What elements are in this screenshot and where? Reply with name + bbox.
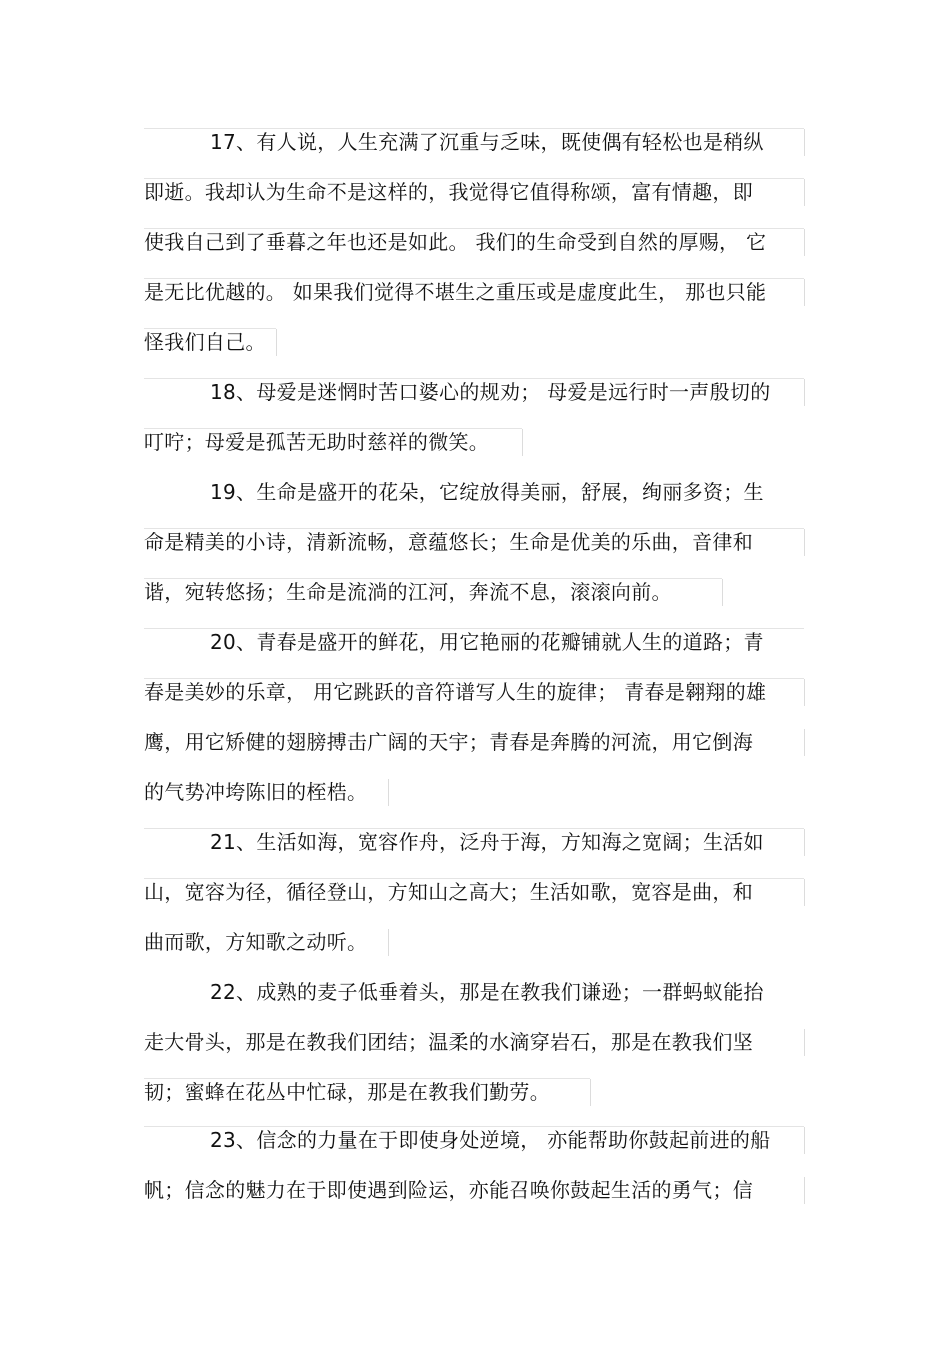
paragraph-23-line-2: 帆；信念的魅力在于即使遇到险运，亦能召唤你鼓起生活的勇气；信 bbox=[144, 1178, 753, 1202]
line-end-mark bbox=[722, 579, 723, 606]
line-end-mark bbox=[804, 1127, 805, 1154]
paragraph-19-line-1: 19、生命是盛开的花朵，它绽放得美丽，舒展，绚丽多资；生 bbox=[210, 480, 764, 504]
line-end-mark bbox=[804, 1177, 805, 1204]
paragraph-20-line-1: 20、青春是盛开的鲜花，用它艳丽的花瓣铺就人生的道路；青 bbox=[210, 630, 764, 654]
paragraph-21-line-2: 山，宽容为径，循径登山，方知山之高大；生活如歌，宽容是曲，和 bbox=[144, 880, 753, 904]
paragraph-23-line-1: 23、信念的力量在于即使身处逆境， 亦能帮助你鼓起前进的船 bbox=[210, 1128, 771, 1152]
paragraph-18-line-2: 叮咛；母爱是孤苦无助时慈祥的微笑。 bbox=[144, 430, 490, 454]
line-end-mark bbox=[804, 129, 805, 156]
line-end-mark bbox=[804, 279, 805, 306]
paragraph-20-line-3: 鹰，用它矫健的翅膀搏击广阔的天宇；青春是奔腾的河流，用它倒海 bbox=[144, 730, 753, 754]
line-end-mark bbox=[388, 779, 389, 806]
paragraph-17-line-5: 怪我们自己。 bbox=[144, 330, 266, 354]
paragraph-22-line-2: 走大骨头，那是在教我们团结；温柔的水滴穿岩石，那是在教我们坚 bbox=[144, 1030, 753, 1054]
paragraph-19-line-2: 命是精美的小诗，清新流畅，意蕴悠长；生命是优美的乐曲，音律和 bbox=[144, 530, 753, 554]
line-end-mark bbox=[804, 879, 805, 906]
paragraph-22-line-3: 韧；蜜蜂在花丛中忙碌，那是在教我们勤劳。 bbox=[144, 1080, 550, 1104]
paragraph-17-line-3: 使我自己到了垂暮之年也还是如此。 我们的生命受到自然的厚赐， 它 bbox=[144, 230, 767, 254]
line-end-mark bbox=[804, 529, 805, 556]
paragraph-19-line-3: 谐，宛转悠扬；生命是流淌的江河，奔流不息，滚滚向前。 bbox=[144, 580, 672, 604]
paragraph-22-line-1: 22、成熟的麦子低垂着头，那是在教我们谦逊；一群蚂蚁能抬 bbox=[210, 980, 764, 1004]
paragraph-20-line-4: 的气势冲垮陈旧的桎梏。 bbox=[144, 780, 368, 804]
line-end-mark bbox=[804, 1029, 805, 1056]
paragraph-21-line-3: 曲而歌，方知歌之动听。 bbox=[144, 930, 368, 954]
line-end-mark bbox=[276, 329, 277, 356]
paragraph-17-line-1: 17、有人说，人生充满了沉重与乏味，既使偶有轻松也是稍纵 bbox=[210, 130, 764, 154]
line-end-mark bbox=[804, 679, 805, 706]
line-end-mark bbox=[804, 229, 805, 256]
paragraph-20-line-2: 春是美妙的乐章， 用它跳跃的音符谱写人生的旋律； 青春是翱翔的雄 bbox=[144, 680, 767, 704]
line-end-mark bbox=[590, 1079, 591, 1106]
line-end-mark bbox=[804, 379, 805, 406]
line-end-mark bbox=[804, 729, 805, 756]
line-end-mark bbox=[804, 829, 805, 856]
line-end-mark bbox=[388, 929, 389, 956]
paragraph-17-line-4: 是无比优越的。 如果我们觉得不堪生之重压或是虚度此生， 那也只能 bbox=[144, 280, 767, 304]
line-end-mark bbox=[804, 179, 805, 206]
paragraph-18-line-1: 18、母爱是迷惘时苦口婆心的规劝； 母爱是远行时一声殷切的 bbox=[210, 380, 771, 404]
paragraph-21-line-1: 21、生活如海，宽容作舟，泛舟于海，方知海之宽阔；生活如 bbox=[210, 830, 764, 854]
paragraph-17-line-2: 即逝。我却认为生命不是这样的，我觉得它值得称颂，富有情趣，即 bbox=[144, 180, 753, 204]
line-end-mark bbox=[522, 429, 523, 456]
